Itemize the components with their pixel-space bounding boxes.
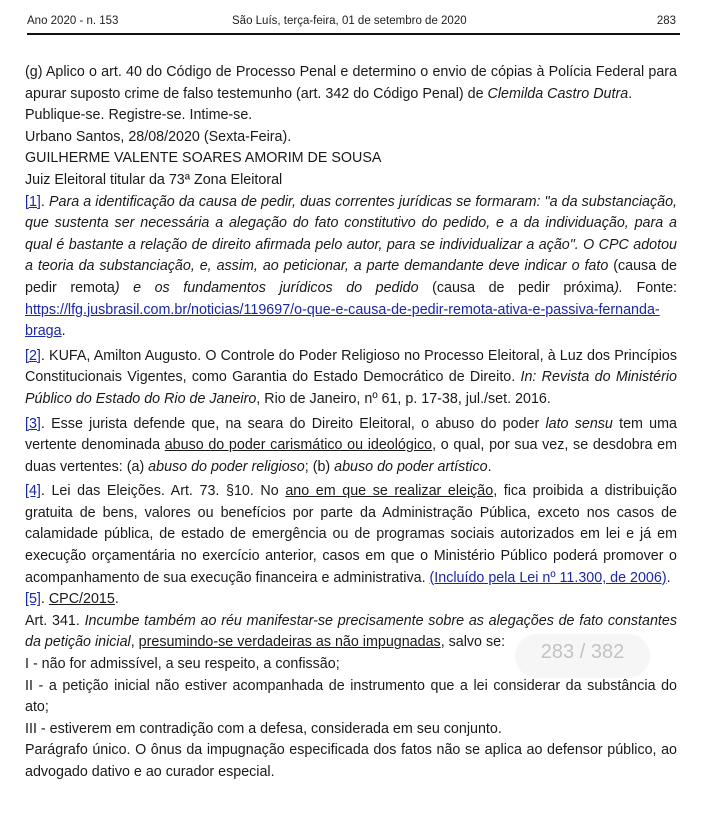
footnote-ref-2[interactable]: [2] [25,347,41,364]
page-header [27,11,680,35]
edition-number: Ano 2020 - n. 153 [27,15,119,27]
article-item-1: I - não for admissível, a seu respeito, a confissão; [25,656,340,673]
footnote-5: [5]. CPC/2015. [25,591,119,608]
local-date: Urbano Santos, 28/08/2020 (Sexta-Feira). [25,128,292,145]
article-item-3: III - estiverem em contradição com a defesa, considerada em seu conjunto. [25,720,502,737]
footnote-ref-4[interactable]: [4] [25,483,41,500]
page-indicator: 283 / 382 [515,634,650,678]
cpc-link[interactable]: CPC/2015 [48,591,115,608]
article-sole-paragraph: Parágrafo único. O ônus da impugnação especificada dos fatos não se aplica ao defensor público, ao advogado dativo e ao curador especial. [25,742,677,780]
footnote-ref-1[interactable]: [1] [25,193,41,210]
decision-item-g: (g) Aplico o art. 40 do Código de Processo Penal e determino o envio de cópias à Polícia Federal para apurar suposto crime de falso testemunho (art. 342 do Código Penal) de Clemilda Castro Dutra. [25,64,677,102]
law-link[interactable]: (Incluído pela Lei nº 11.300, de 2006) [429,569,667,586]
article-341: Art. 341. Incumbe também ao réu manifestar-se precisamente sobre as alegações de fato constantes da petição inicial, presumindo-se verdadeiras as não impugnadas, salvo se: [25,612,677,651]
publish-order: Publique-se. Registre-se. Intime-se. [25,107,253,124]
source-link[interactable]: https://lfg.jusbrasil.com.br/noticias/119697/o-que-e-causa-de-pedir-remota-ativa-e-passiva-fernanda-braga [25,301,660,340]
footnote-ref-5[interactable]: [5] [25,591,41,608]
footnote-3: [3]. Esse jurista defende que, na seara do Direito Eleitoral, o abuso do poder lato sensu tem uma vertente denominada abuso do poder carismático ou ideológico, o qual, por sua vez, se desdobra em duas vertentes: (a) abuso do poder religioso; (b) abuso do poder artístico. [25,415,677,475]
place-date: São Luís, terça-feira, 01 de setembro de 2020 [232,15,467,27]
page-number: 283 [656,15,676,27]
article-item-2: II - a petição inicial não estiver acompanhada de instrumento que a lei considerar da substância do ato; [25,677,677,716]
footnote-ref-3[interactable]: [3] [25,415,41,432]
footnote-1: [1]. Para a identificação da causa de pedir, duas correntes jurídicas se formaram: "a da substanciação, que sustenta ser necessária a alegação do fato constitutivo do pedido, e a da individuação, para a qual é bastante a relação de direito afirmada pelo autor, para se individualizar a ação". O CPC adotou a teoria da substanciação, e, assim, ao peticionar, a parte demandante deve indicar o fato (causa de pedir remota) e os fundamentos jurídicos do pedido (causa de pedir próxima). Fonte: https://lfg.jusbrasil.com.br/noticias/119697/o-que-e-causa-de-pedir-remota-ativa-e-passiva-fernanda-braga. [25,193,677,340]
judge-title: Juiz Eleitoral titular da 73ª Zona Eleitoral [25,171,283,188]
footnote-4: [4]. Lei das Eleições. Art. 73. §10. No ano em que se realizar eleição, fica proibida a distribuição gratuita de bens, valores ou benefícios por parte da Administração Pública, exceto nos casos de calamidade pública, de estado de emergência ou de programas sociais autorizados em lei e já em execução orçamentária no exercício anterior, casos em que o Ministério Público poderá promover o acompanhamento de sua execução financeira e administrativa. (Incluído pela Lei nº 11.300, de 2006). [25,483,677,586]
witness-name: Clemilda Castro Dutra [487,85,629,102]
judge-name: GUILHERME VALENTE SOARES AMORIM DE SOUSA [25,150,382,167]
footnote-2: [2]. KUFA, Amilton Augusto. O Controle do Poder Religioso no Processo Eleitoral, à Luz dos Princípios Constitucionais Vigentes, como Garantia do Estado Democrático de Direito. In: Revista do Ministério Público do Estado do Rio de Janeiro, Rio de Janeiro, nº 61, p. 17-38, jul./set. 2016. [25,347,677,407]
